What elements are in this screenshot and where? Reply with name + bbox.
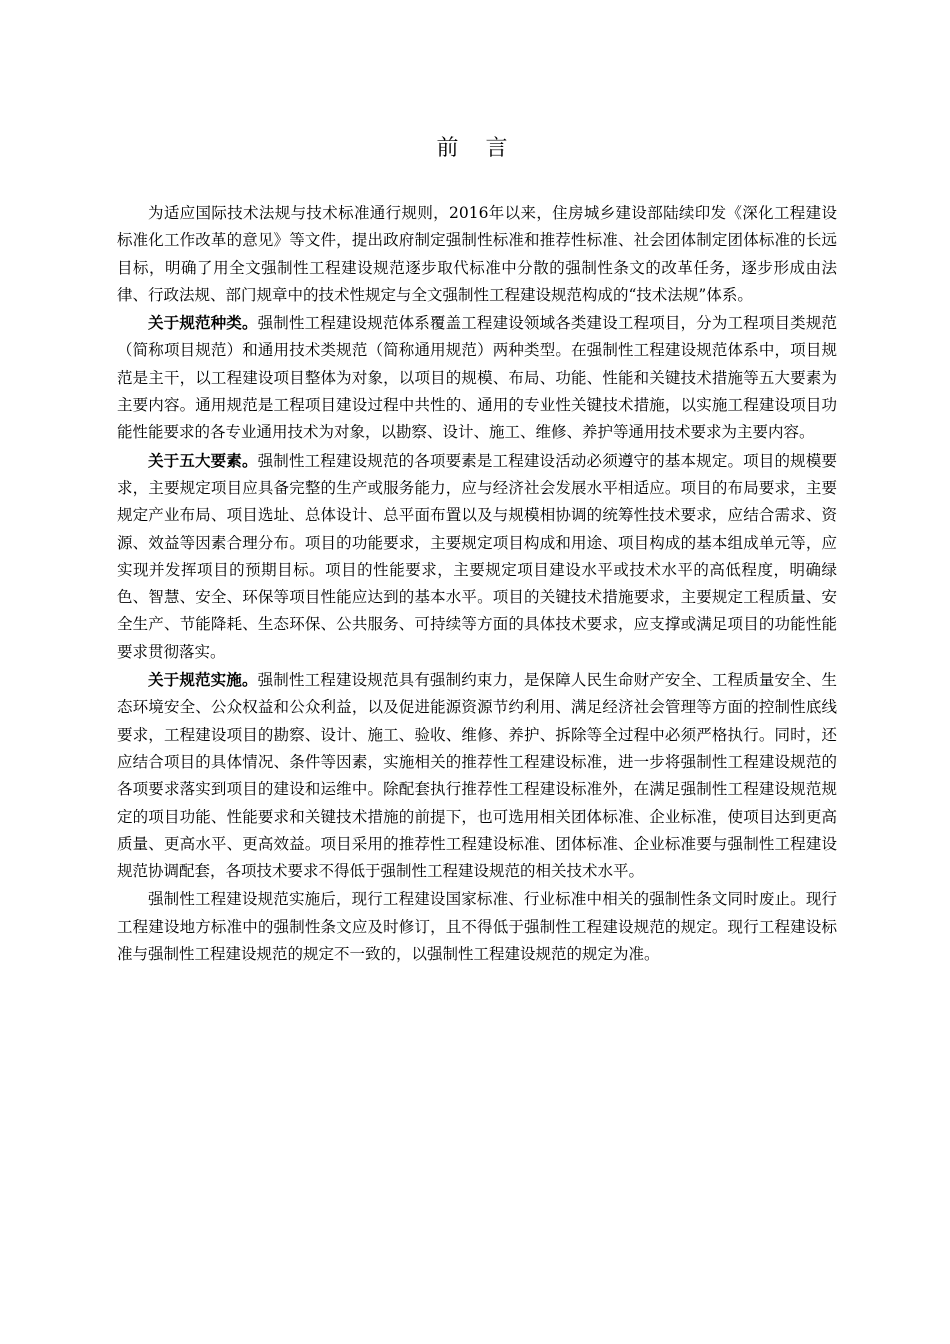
page-title: 前 言 <box>436 136 518 161</box>
paragraph-text: 强制性工程建设规范体系覆盖工程建设领域各类建设工程项目，分为工程项目类规范（简称项目规范）和通用技术类规范（简称通用规范）两种类型。在强制性工程建设规范体系中，项目规范是主干，以工程建设项目整体为对象，以项目的规模、布局、功能、性能和关键技术措施等五大要素为主要内容。通用规范是工程项目建设过程中共性的、通用的专业性关键技术措施，以实施工程建设项目功能性能要求的各专业通用技术为对象，以勘察、设计、施工、维修、养护等通用技术要求为主要内容。 <box>117 314 837 442</box>
paragraph-text: 强制性工程建设规范实施后，现行工程建设国家标准、行业标准中相关的强制性条文同时废止。现行工程建设地方标准中的强制性条文应及时修订，且不得低于强制性工程建设规范的规定。现行工程建设标准与强制性工程建设规范的规定不一致的，以强制性工程建设规范的规定为准。 <box>117 890 837 964</box>
document-body <box>117 199 837 968</box>
paragraph-text: 强制性工程建设规范的各项要素是工程建设活动必须遵守的基本规定。项目的规模要求，主要规定项目应具备完整的生产或服务能力，应与经济社会发展水平相适应。项目的布局要求，主要规定产业布局、项目选址、总体设计、总平面布置以及与规模相协调的统筹性技术要求，应结合需求、资源、效益等因素合理分布。项目的功能要求，主要规定项目构成和用途、项目构成的基本组成单元等，应实现并发挥项目的预期目标。项目的性能要求，主要规定项目建设水平或技术水平的高低程度，明确绿色、智慧、安全、环保等项目性能应达到的基本水平。项目的关键技术措施要求，主要规定工程质量、安全生产、节能降耗、生态环保、公共服务、可持续等方面的具体技术要求，应支撑或满足项目的功能性能要求贯彻落实。 <box>117 451 837 661</box>
paragraph-closing <box>117 885 837 968</box>
paragraph-five-elements <box>117 447 837 666</box>
paragraph-text: 强制性工程建设规范具有强制约束力，是保障人民生命财产安全、工程质量安全、生态环境安全、公众权益和公众利益，以及促进能源资源节约利用、满足经济社会管理等方面的控制性底线要求，工程建设项目的勘察、设计、施工、验收、维修、养护、拆除等全过程中必须严格执行。同时，还应结合项目的具体情况、条件等因素，实施相关的推荐性工程建设标准，进一步将强制性工程建设规范的各项要求落实到项目的建设和运维中。除配套执行推荐性工程建设标准外，在满足强制性工程建设规范规定的项目功能、性能要求和关键技术措施的前提下，也可选用相关团体标准、企业标准，使项目达到更高质量、更高水平、更高效益。项目采用的推荐性工程建设标准、团体标准、企业标准要与强制性工程建设规范协调配套，各项技术要求不得低于强制性工程建设规范的相关技术水平。 <box>117 671 837 881</box>
paragraph-intro <box>117 199 837 309</box>
paragraph-implementation <box>117 666 837 885</box>
paragraph-lead: 关于规范种类。 <box>148 313 258 333</box>
paragraph-lead: 关于五大要素。 <box>148 450 258 470</box>
paragraph-lead: 关于规范实施。 <box>148 670 258 690</box>
paragraph-spec-types <box>117 309 837 446</box>
paragraph-text: 为适应国际技术法规与技术标准通行规则，2016年以来，住房城乡建设部陆续印发《深化工程建设标准化工作改革的意见》等文件，提出政府制定强制性标准和推荐性标准、社会团体制定团体标准的长远目标，明确了用全文强制性工程建设规范逐步取代标准中分散的强制性条文的改革任务，逐步形成由法律、行政法规、部门规章中的技术性规定与全文强制性工程建设规范构成的“技术法规”体系。 <box>117 204 837 304</box>
